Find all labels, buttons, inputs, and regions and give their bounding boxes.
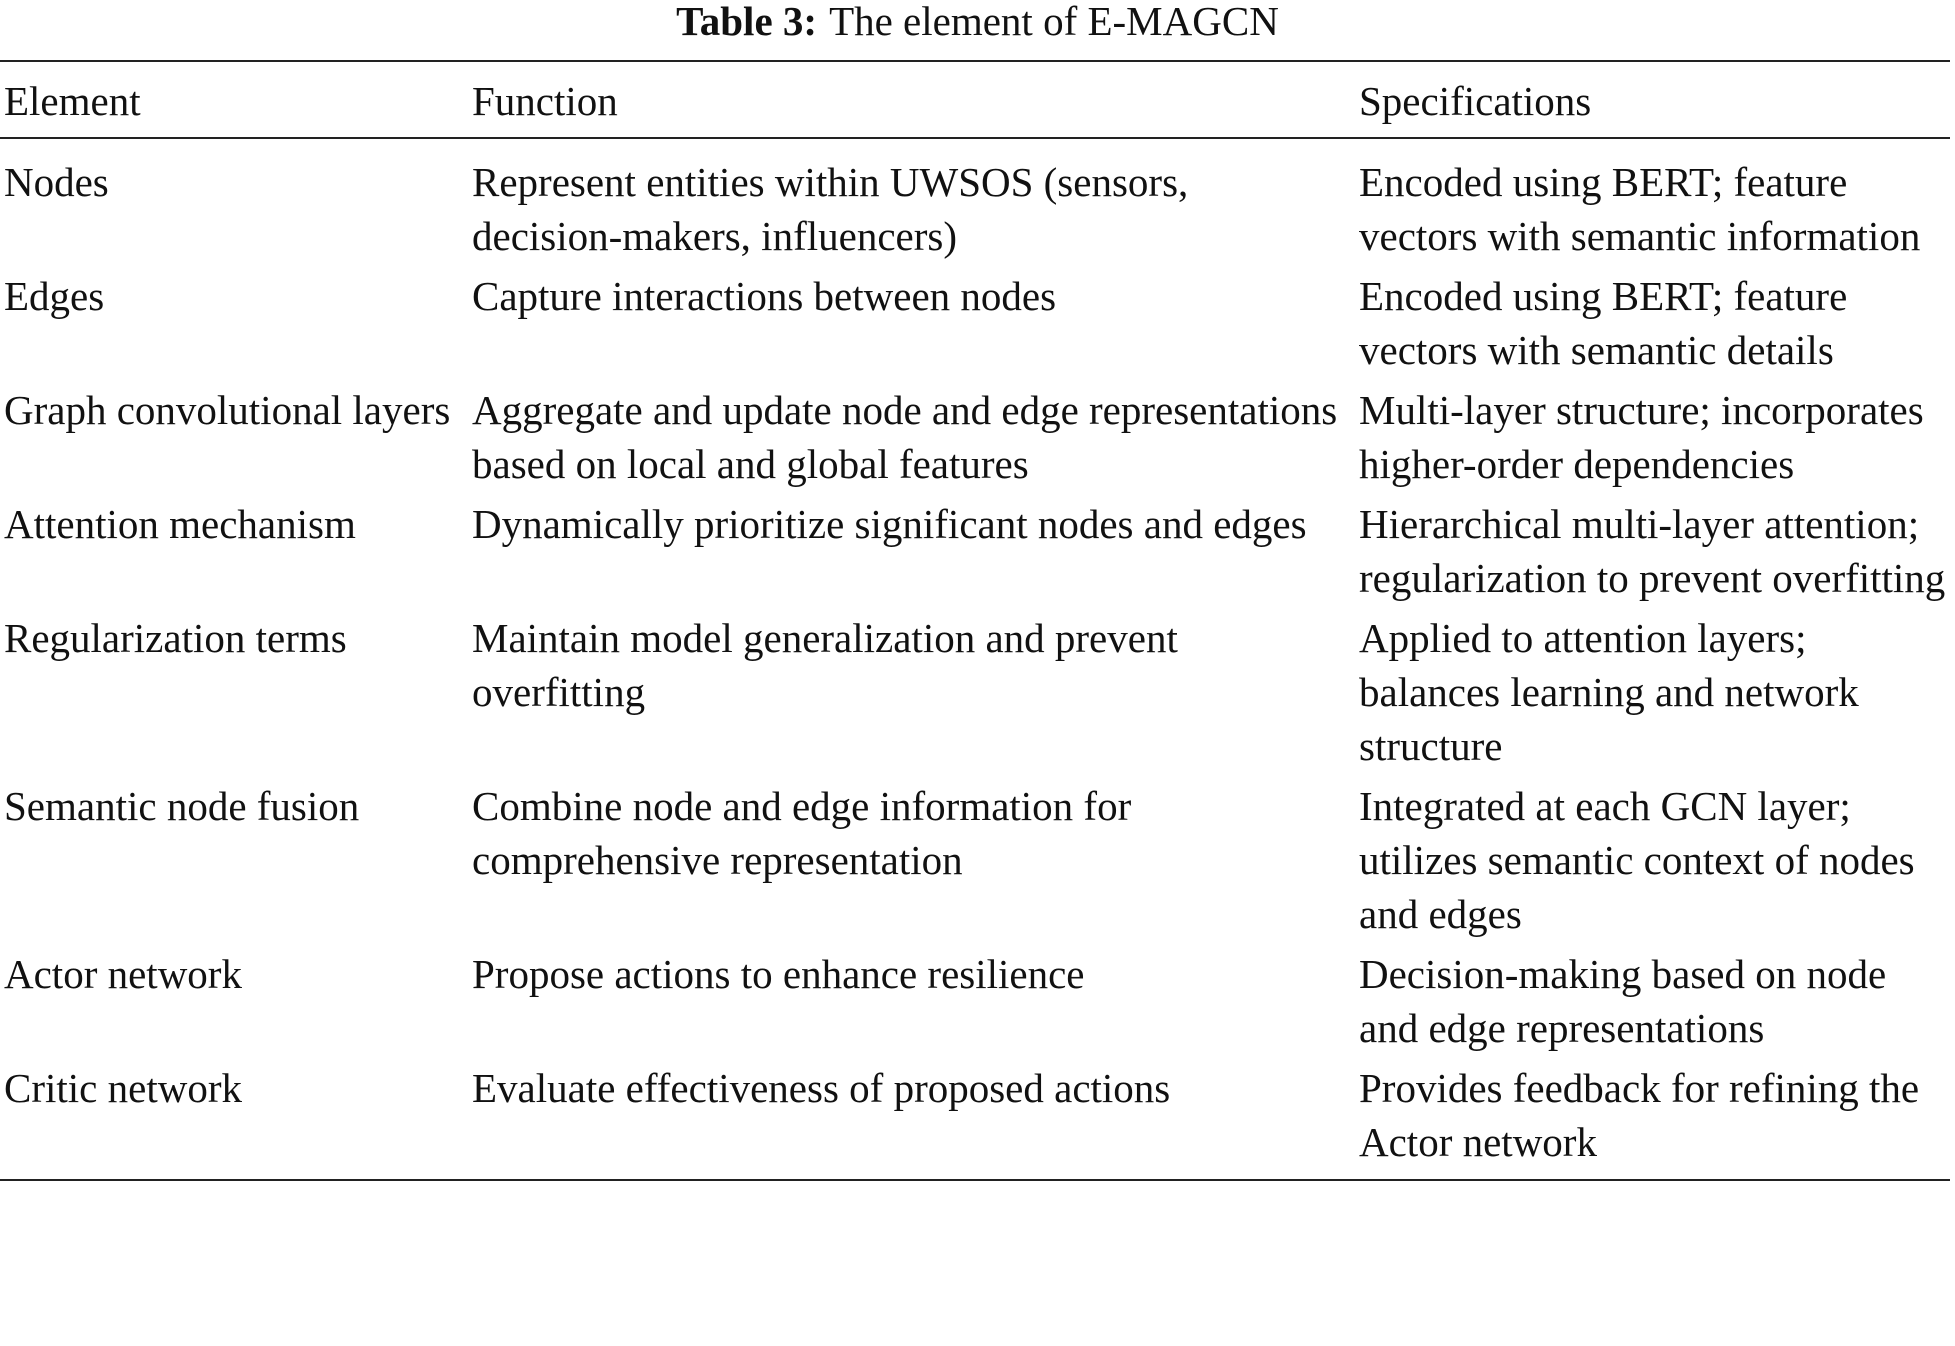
table-row	[0, 497, 1950, 611]
table-row	[0, 611, 1950, 779]
cell-function: Dynamically prioritize significant nodes and edges	[472, 501, 1307, 547]
cell-element: Nodes	[4, 159, 109, 205]
cell-function: Represent entities within UWSOS (sensors, decision-makers, influencers)	[472, 159, 1189, 259]
cell-function: Capture interactions between nodes	[472, 273, 1057, 319]
header-function: Function	[472, 78, 618, 124]
elements-table	[0, 60, 1950, 1181]
bottom-rule	[0, 1179, 1950, 1181]
cell-element: Edges	[4, 273, 105, 319]
cell-specifications: Provides feedback for refining the Actor network	[1359, 1065, 1920, 1165]
table-row	[0, 155, 1950, 269]
header-specifications: Specifications	[1359, 78, 1592, 124]
cell-element: Graph convolutional layers	[4, 387, 451, 433]
table-row	[0, 779, 1950, 947]
cell-element: Attention mechanism	[4, 501, 356, 547]
cell-element: Semantic node fusion	[4, 783, 360, 829]
table-caption-label: Table 3:	[676, 0, 818, 44]
cell-specifications: Integrated at each GCN layer; utilizes semantic context of nodes and edges	[1359, 783, 1915, 937]
cell-specifications: Multi-layer structure; incorporates higher-order dependencies	[1359, 387, 1924, 487]
header-element: Element	[4, 78, 141, 124]
cell-element: Critic network	[4, 1065, 242, 1111]
cell-specifications: Applied to attention layers; balances learning and network structure	[1359, 615, 1859, 769]
table-row	[0, 269, 1950, 383]
table-body	[0, 139, 1950, 1179]
cell-function: Propose actions to enhance resilience	[472, 951, 1085, 997]
table-caption	[0, 0, 1955, 44]
table-caption-text: The element of E-MAGCN	[829, 0, 1279, 44]
cell-function: Aggregate and update node and edge representations based on local and global features	[472, 387, 1338, 487]
cell-function: Maintain model generalization and prevent overfitting	[472, 615, 1178, 715]
cell-function: Evaluate effectiveness of proposed actions	[472, 1065, 1171, 1111]
table-row	[0, 1061, 1950, 1175]
cell-element: Regularization terms	[4, 615, 347, 661]
table-row	[0, 947, 1950, 1061]
cell-function: Combine node and edge information for comprehensive representation	[472, 783, 1132, 883]
cell-specifications: Encoded using BERT; feature vectors with semantic details	[1359, 273, 1848, 373]
cell-specifications: Decision-making based on node and edge representations	[1359, 951, 1887, 1051]
table-header-row	[0, 62, 1950, 137]
cell-specifications: Encoded using BERT; feature vectors with semantic information	[1359, 159, 1921, 259]
cell-element: Actor network	[4, 951, 242, 997]
cell-specifications: Hierarchical multi-layer attention; regularization to prevent overfitting	[1359, 501, 1946, 601]
table-row	[0, 383, 1950, 497]
